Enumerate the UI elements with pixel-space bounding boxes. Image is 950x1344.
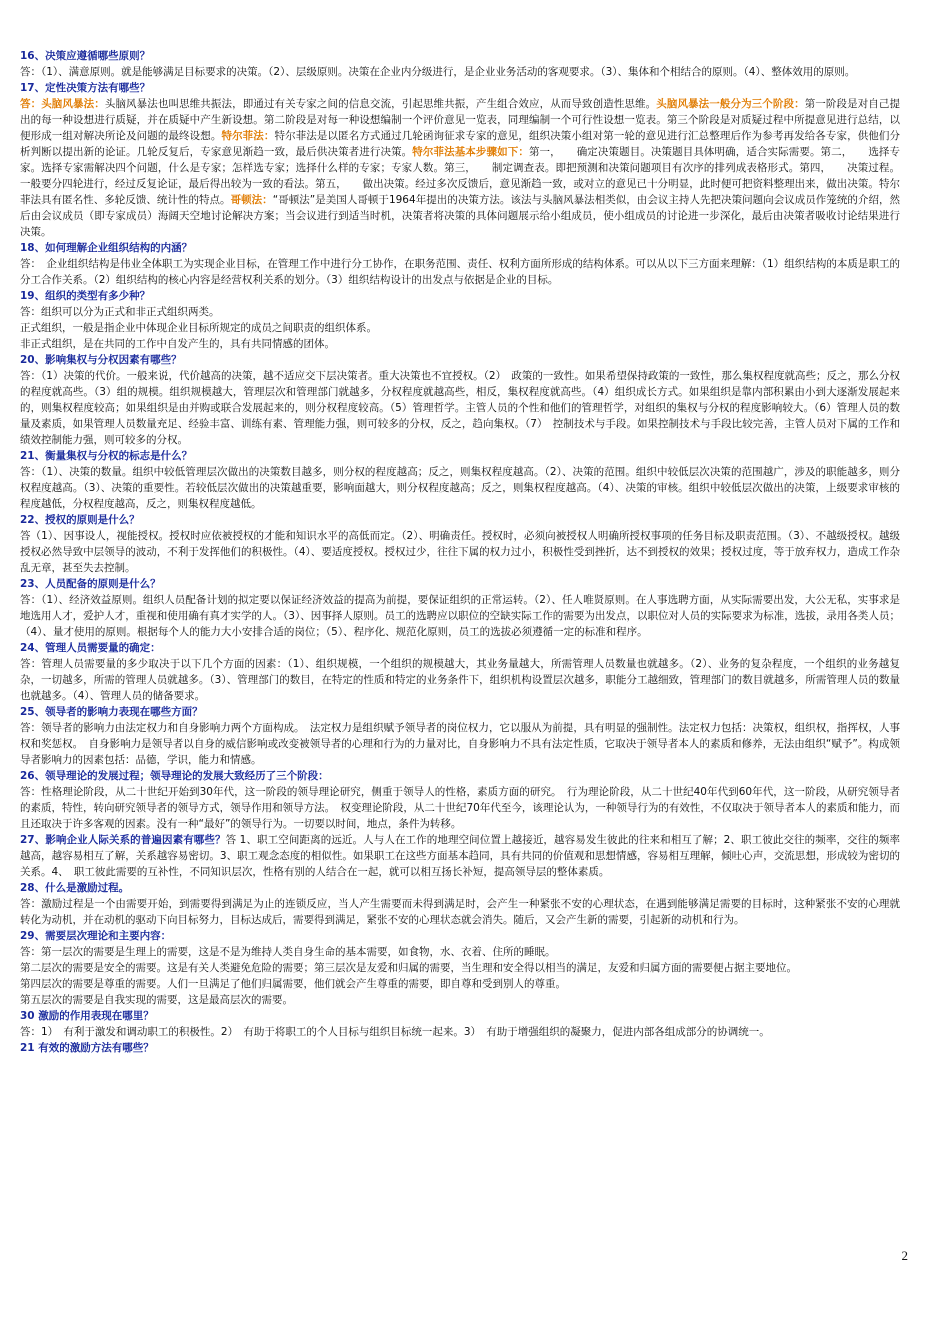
answer-paragraph: 答：激励过程是一个由需要开始，到需要得到满足为止的连锁反应，当人产生需要而未得到满足时，会产生一种紧张不安的心理状态，在遇到能够满足需要的目标时，这种紧张不安的心理就转化为动机，并在动机的驱动下向目标努力，目标达成后，需要得到满足，紧张不安的心理状态就会消失。随后，又会产生新的需要，引起新的动机和行为。 xyxy=(20,898,900,926)
section-22 xyxy=(20,512,900,576)
question-heading: 21、衡量集权与分权的标志是什么？ xyxy=(20,450,193,462)
gordon-label: 哥顿法： xyxy=(230,194,273,206)
answer-paragraph: 答：管理人员需要量的多少取决于以下几个方面的因素：（1）、组织规模，一个组织的规模越大，其业务量越大，所需管理人员数量也就越多。（2）、业务的复杂程度，一个组织的业务越复杂，一切越多，所需的管理人员就越多。（3）、管理部门的数目，在特定的性质和特定的业务条件下，组织机构设置层次越多，职能分工越细致，管理部门的数目就越多，所需管理人员的数量也就越多。（4）、管理人员的储备要求。 xyxy=(20,658,900,702)
page-number: 2 xyxy=(901,1248,908,1263)
answer-paragraph: 答：（1）、决策的数量。组织中较低管理层次做出的决策数目越多，则分权的程度越高；反之，则集权程度越高。（2）、决策的范围。组织中较低层次决策的范围越广，涉及的职能越多，则分权程度越高。（3）、决策的重要性。若较低层次做出的决策越重要，影响面越大，则分权程度越高；反之，则集权程度越高。（4）、决策的审核。组织中较低层次做出的决策，上级要求审核的程度越低，分权程度越高，反之，则集权程度越低。 xyxy=(20,466,900,510)
answer-paragraph: 答：第一层次的需要是生理上的需要，这是不是为维持人类自身生命的基本需要，如食物，水、衣着、住所的睡眠。 xyxy=(20,946,556,958)
question-heading: 20、影响集权与分权因素有哪些？ xyxy=(20,354,182,366)
delphi-steps-text: 第一， 确定决策题目。决策题目具体明确，适合实际需要。第二， 选择专家。选择专家需解决四个问题，什么是专家；怎样选专家；选择什么样的专家；专家人数。第三， 制定调查表。即把预测和决策问题项目有次序的排列成表格形式。第四， 决策过程。一般要分四轮进行，经过反复论证，最后得出较为一致的看法。第五， 做出决策。经过多次反馈后，意见渐趋一致，或对立的意见已十分明显，此时便可把资料整理出来，做出决策。特尔菲法具有匿名性、多轮反馈、统计性的特点。 xyxy=(20,146,901,206)
question-heading: 21 有效的激励方法有哪些？ xyxy=(20,1042,154,1054)
gordon-text: “哥顿法”是美国人哥顿于1964年提出的决策方法。该法与头脑风暴法相类似，由会议主持人先把决策问题向会议成员作笼统的介绍，然后由会议成员（即专家成员）海阔天空地讨论解决方案；当会议进行到适当时机，决策者将决策的具体问题展示给小组成员，使小组成员的讨论进一步深化，最后由决策者吸收讨论结果进行决策。 xyxy=(20,194,901,238)
section-16 xyxy=(20,48,900,80)
answer-text: 答 1、职工空间距离的远近。人与人在工作的地理空间位置上越接近，越容易发生彼此的往来和相互了解；2、职工彼此交往的频率，交往的频率越高，越容易相互了解，关系越容易密切。3、职工观念态度的相似性。如果职工在这些方面基本趋同，具有共同的价值观和思想情感，容易相互理解，倾吐心声，交流思想，形成较为密切的关系。4、 职工彼此需要的互补性，不同知识层次，性格有别的人结合在一起，就可以相互扬长补短，提高领导层的整体素质。 xyxy=(20,834,900,878)
section-24 xyxy=(20,640,900,704)
question-heading: 30 激励的作用表现在哪里？ xyxy=(20,1010,154,1022)
section-26 xyxy=(20,768,900,832)
question-heading: 19、组织的类型有多少种？ xyxy=(20,290,151,302)
delphi-label: 特尔菲法： xyxy=(221,130,275,142)
brainstorm-stages-label: 头脑风暴法一般分为三个阶段： xyxy=(656,98,805,110)
section-21 xyxy=(20,448,900,512)
section-29 xyxy=(20,928,900,1008)
section-30 xyxy=(20,1008,900,1040)
section-23 xyxy=(20,576,900,640)
delphi-text: 特尔菲法是以匿名方式通过几轮函询征求专家的意见，组织决策小组对第一轮的意见进行汇总整理后作为参考再发给各专家，供他们分析判断以提出新的论证。几轮反复后，专家意见渐趋一致，最后供决策者进行决策。 xyxy=(20,130,901,158)
question-heading: 29、需要层次理论和主要内容： xyxy=(20,930,172,942)
section-28 xyxy=(20,880,900,928)
question-heading: 22、授权的原则是什么？ xyxy=(20,514,140,526)
answer-paragraph: 答：组织可以分为正式和非正式组织两类。 xyxy=(20,306,220,318)
question-heading: 23、人员配备的原则是什么？ xyxy=(20,578,161,590)
answer-paragraph: 答：（1）决策的代价。一般来说，代价越高的决策，越不适应交下层决策者。重大决策也不宜授权。（2） 政策的一致性。如果希望保持政策的一致性，那么集权程度就高些；反之，那么分权的程度就高些。（3）组的规模。组织规模越大，管理层次和管理部门就越多，分权程度就越高些，相反，集权程度就高些。（4）组织成长方式。如果组织是靠内部积累由小到大逐渐发展起来的，则集权程度较高；如果组织是由并购或联合发展起来的，则分权程度较高。（5）管理哲学。主管人员的个性和他们的管理哲学，对组织的集权与分权的程度影响较大。（6）管理人员的数量及素质，如果管理人员数量充足、经验丰富、训练有素、管理能力强，则可较多的分权，反之，趋向集权。（7） 控制技术与手段。如果控制技术与手段比较完善，主管人员对下属的工作和绩效控制能力强，则可较多的分权。 xyxy=(20,370,900,446)
answer-paragraph: 答： 企业组织结构是伟业全体职工为实现企业目标，在管理工作中进行分工协作，在职务范围、责任、权利方面所形成的结构体系。可以从以下三方面来理解：（1）组织结构的本质是职工的分工合作关系。（2）组织结构的核心内容是经营权利关系的划分。（3）组织结构设计的出发点与依据是企业的目标。 xyxy=(20,258,900,286)
brainstorm-text: 头脑风暴法也叫思维共振法，即通过有关专家之间的信息交流，引起思维共振，产生组合效应，从而导致创造性思维。 xyxy=(104,98,657,110)
answer-paragraph xyxy=(20,96,900,240)
question-heading: 26、领导理论的发展过程；领导理论的发展大致经历了三个阶段： xyxy=(20,770,329,782)
answer-paragraph: 答（1）、因事设人，视能授权。授权时应依被授权的才能和知识水平的高低而定。（2）、明确责任。授权时，必须向被授权人明确所授权事项的任务目标及职责范围。（3）、不越级授权。越级授权必然导致中层领导的波动，不利于发挥他们的积极性。（4）、要适度授权。授权过少，往往下属的权力过小，积极性受到挫折，达不到授权的效果；授权过度，等于放弃权力，造成工作杂乱无章，甚至失去控制。 xyxy=(20,530,900,574)
question-heading: 25、领导者的影响力表现在哪些方面？ xyxy=(20,706,203,718)
answer-paragraph: 第五层次的需要是自我实现的需要，这是最高层次的需要。 xyxy=(20,994,293,1006)
document-body xyxy=(20,48,900,1056)
brainstorm-label: 答：头脑风暴法： xyxy=(20,98,105,110)
answer-paragraph: 答：（1）、经济效益原则。组织人员配备计划的拟定要以保证经济效益的提高为前提，要保证组织的正常运转。（2）、任人唯贤原则。在人事选聘方面，从实际需要出发，大公无私，实事求是地选用人才，爱护人才，重视和使用确有真才实学的人。（3）、因事择人原则。员工的选聘应以职位的空缺实际工作的需要为出发点，以职位对人员的实际要求为标准，选拔，录用各类人员；（4）、量才使用的原则。根据每个人的能力大小安排合适的岗位；（5）、程序化、规范化原则，员工的选拔必须遵循一定的标准和程序。 xyxy=(20,594,900,638)
section-31 xyxy=(20,1040,900,1056)
answer-paragraph: 答：性格理论阶段，从二十世纪开始到30年代，这一阶段的领导理论研究，侧重于领导人的性格，素质方面的研究。 行为理论阶段，从二十世纪40年代到60年代，这一阶段，从研究领导者的素质，特性，转向研究领导者的领导方式，领导作用和领导方法。 权变理论阶段，从二十世纪70年代至今，该理论认为，一种领导行为的有效性，不仅取决于领导者本人的素质和能力，而且还取决于许多客观的因素。没有一种“最好”的领导行为。一切要以时间，地点，条件为转移。 xyxy=(20,786,900,830)
section-20 xyxy=(20,352,900,448)
answer-paragraph: 答：领导者的影响力由法定权力和自身影响力两个方面构成。 法定权力是组织赋予领导者的岗位权力，它以服从为前提，具有明显的强制性。法定权力包括：决策权，组织权，指挥权，人事权和奖惩权。 自身影响力是领导者以自身的威信影响或改变被领导者的心理和行为的力量对比，自身影响力不具有法定性质，它取决于领导者本人的素质和修养，无法由组织“赋予”。构成领导者影响力的因素包括：品德，学识，能力和情感。 xyxy=(20,722,900,766)
answer-paragraph: 正式组织，一般是指企业中体现企业目标所规定的成员之间职责的组织体系。 xyxy=(20,322,377,334)
question-heading: 28、什么是激励过程。 xyxy=(20,882,130,894)
question-heading: 17、定性决策方法有哪些？ xyxy=(20,82,151,94)
question-heading: 24、管理人员需要量的确定： xyxy=(20,642,161,654)
section-17 xyxy=(20,80,900,240)
answer-paragraph: 第二层次的需要是安全的需要。这是有关人类避免危险的需要；第三层次是友爱和归属的需要，当生理和安全得以相当的满足，友爱和归属方面的需要便占据主要地位。 xyxy=(20,962,797,974)
answer-paragraph: 非正式组织，是在共同的工作中自发产生的，具有共同情感的团体。 xyxy=(20,338,335,350)
question-heading: 27、影响企业人际关系的普遍因素有哪些？ xyxy=(20,834,226,846)
answer-paragraph: 答：1） 有利于激发和调动职工的积极性。2） 有助于将职工的个人目标与组织目标统一起来。3） 有助于增强组织的凝聚力，促进内部各组成部分的协调统一。 xyxy=(20,1026,770,1038)
question-heading: 16、决策应遵循哪些原则？ xyxy=(20,50,151,62)
brainstorm-stages-text: 第一阶段是对自己提出的每一种设想进行质疑，并在质疑中产生新设想。第二阶段是对每一种设想编制一个评价意见一览表，同理编制一个可行性设想一览表。第三个阶段是对质疑过程中所提意见进行总结，以便形成一组对解决所论及问题的最终设想。 xyxy=(20,98,901,142)
section-19 xyxy=(20,288,900,352)
section-25 xyxy=(20,704,900,768)
section-18 xyxy=(20,240,900,288)
answer-paragraph: 第四层次的需要是尊重的需要。人们一旦满足了他们归属需要，他们就会产生尊重的需要，即自尊和受到别人的尊重。 xyxy=(20,978,566,990)
answer-paragraph: 答：（1）、满意原则。就是能够满足目标要求的决策。（2）、层级原则。决策在企业内分级进行，是企业业务活动的客观要求。（3）、集体和个相结合的原则。（4）、整体效用的原则。 xyxy=(20,66,856,78)
section-27 xyxy=(20,832,900,880)
answer-paragraph xyxy=(20,832,900,880)
delphi-steps-label: 特尔菲法基本步骤如下： xyxy=(412,146,529,158)
question-heading: 18、如何理解企业组织结构的内涵？ xyxy=(20,242,193,254)
